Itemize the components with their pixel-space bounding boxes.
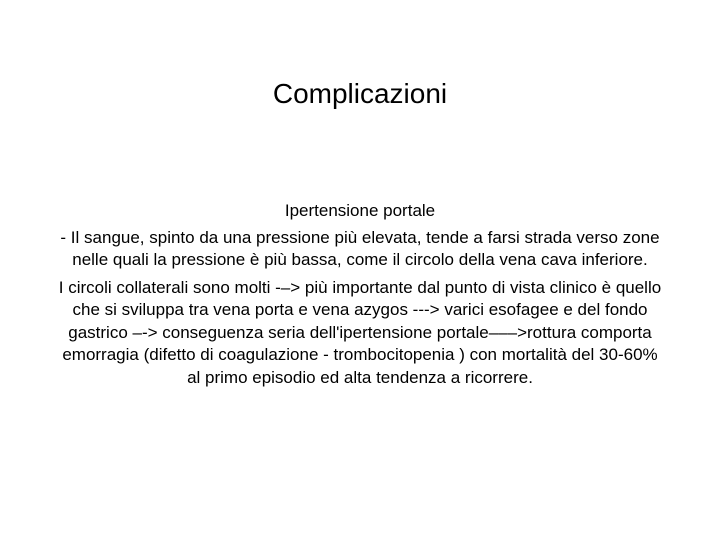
- slide-body: [56, 200, 664, 394]
- paragraph-flow: - Il sangue, spinto da una pressione più elevata, tende a farsi strada verso zone nelle quali la pressione è più bassa, come il circolo della vena cava inferiore.: [60, 227, 660, 269]
- slide-title: Complicazioni: [272, 78, 448, 109]
- section-heading: Ipertensione portale: [284, 201, 436, 220]
- paragraph-collateral-circles: I circoli collaterali sono molti -–> più importante dal punto di vista clinico è quello che si sviluppa tra vena porta e vena azygos ---> varici esofagee e del fondo gastrico –-> conseguenza seria dell'ipertensione portale–––>rottura comporta emorragia (difetto di coagulazione - trombocitopenia ) con mortalità del 30-60% al primo episodio ed alta tendenza a ricorrere.: [58, 277, 662, 387]
